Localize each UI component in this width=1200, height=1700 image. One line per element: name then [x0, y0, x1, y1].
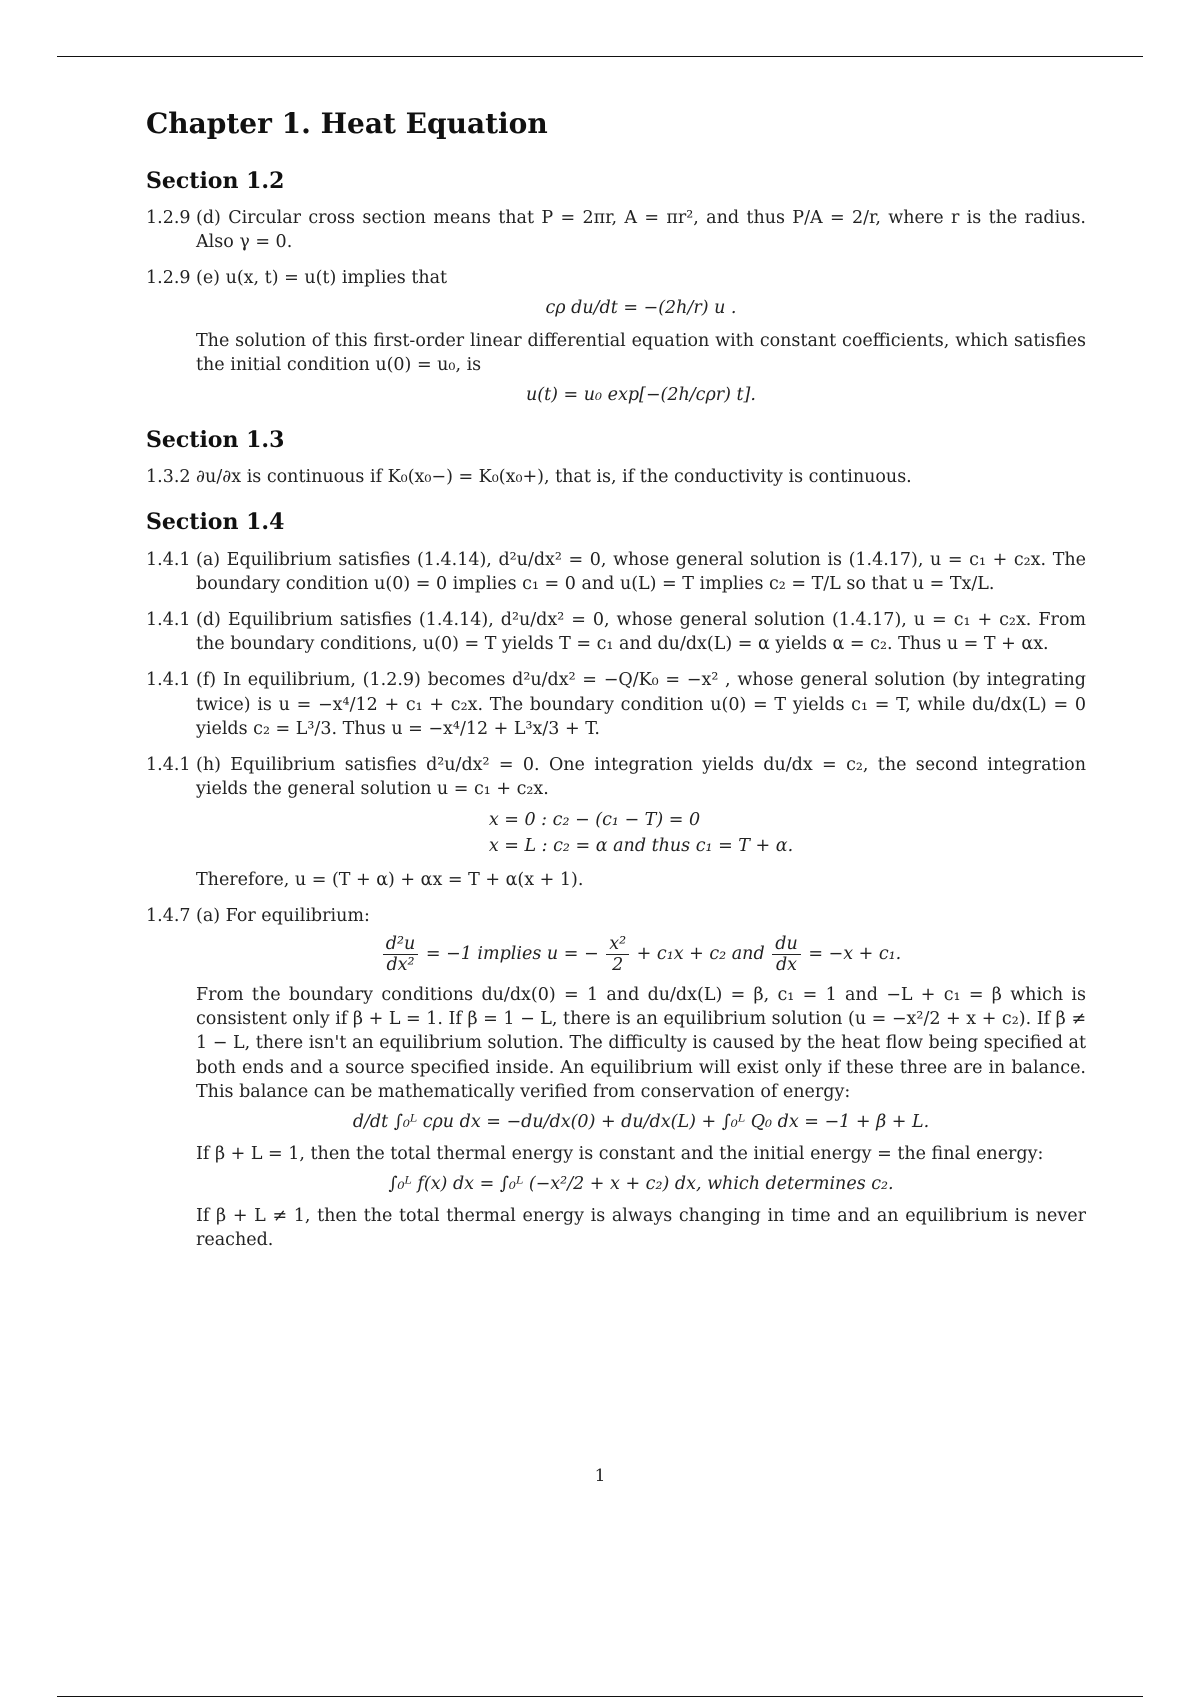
problem-text: (d) Equilibrium satisfies (1.4.14), d²u/dx² = 0, whose general solution (1.4.17), u = c₁ + c₂x. From the boundary conditions, u(0) = T yields T = c₁ and du/dx(L) = α yields α = c₂. Thus u = T + αx.	[196, 610, 1086, 655]
problem-label: 1.2.9	[146, 207, 191, 228]
section-title: Section 1.4	[146, 509, 285, 536]
section-1-3	[146, 425, 1086, 490]
paragraph: Therefore, u = (T + α) + αx = T + α(x + 1).	[196, 869, 584, 890]
problem-1-4-7-a	[146, 904, 1086, 1253]
problem-text: (h) Equilibrium satisfies d²u/dx² = 0. One integration yields du/dx = c₂, the second integration yields the general solution u = c₁ + c₂x.	[196, 754, 1086, 799]
problem-label: 1.4.1	[146, 549, 191, 570]
section-1-2	[146, 166, 1086, 407]
problem-text: (a) Equilibrium satisfies (1.4.14), d²u/dx² = 0, whose general solution is (1.4.17), u = c₁ + c₂x. The boundary condition u(0) = 0 implies c₁ = 0 and u(L) = T implies c₂ = T/L so that u = Tx/L.	[196, 549, 1086, 594]
problem-label: 1.4.7	[146, 905, 191, 926]
equation: ∫₀ᴸ f(x) dx = ∫₀ᴸ (−x²/2 + x + c₂) dx, which determines c₂.	[388, 1174, 894, 1195]
equation: d/dt ∫₀ᴸ cρu dx = −du/dx(0) + du/dx(L) + ∫₀ᴸ Q₀ dx = −1 + β + L.	[352, 1111, 930, 1132]
problem-text: (a) For equilibrium:	[196, 905, 370, 926]
problem-1-2-9-e	[146, 266, 1086, 407]
problem-1-4-1-f	[146, 668, 1086, 740]
problem-1-4-1-d	[146, 608, 1086, 656]
equation: $\frac{\text{d²u}}{\text{dx²}}$ = −1 implies u = − $\frac{\text{x²}}{2}$ + c₁x + c₂ and $\frac{du}{dx}$ = −x + c₁.	[196, 934, 1086, 975]
bottom-rule	[57, 1696, 1143, 1697]
fraction: $\frac{\text{x²}}{2}$	[606, 934, 629, 975]
problem-text: (e) u(x, t) = u(t) implies that	[196, 268, 448, 289]
problem-label: 1.3.2	[146, 467, 191, 488]
fraction: $\frac{du}{dx}$	[772, 934, 800, 975]
case-line: x = 0 : c₂ − (c₁ − T) = 0	[488, 810, 701, 831]
problem-text: (d) Circular cross section means that P = 2πr, A = πr², and thus P/A = 2/r, where r is the radius. Also γ = 0.	[196, 207, 1086, 253]
problem-label: 1.4.1	[146, 670, 191, 691]
section-1-4	[146, 507, 1086, 1252]
section-title: Section 1.3	[146, 426, 285, 453]
problem-1-3-2	[146, 465, 1086, 489]
problem-label: 1.4.1	[146, 754, 191, 775]
case-line: x = L : c₂ = α and thus c₁ = T + α.	[488, 836, 794, 857]
document-page	[146, 105, 1086, 1265]
equation-cases	[196, 807, 1086, 860]
problem-text: ∂u/∂x is continuous if K₀(x₀−) = K₀(x₀+), that is, if the conductivity is continuous.	[196, 467, 912, 488]
problem-1-2-9-d	[146, 206, 1086, 254]
problem-label: 1.4.1	[146, 610, 191, 631]
equation: cρ du/dt = −(2h/r) u .	[545, 298, 737, 319]
paragraph: If β + L = 1, then the total thermal energy is constant and the initial energy = the final energy:	[196, 1143, 1044, 1164]
paragraph: If β + L ≠ 1, then the total thermal energy is always changing in time and an equilibrium is never reached.	[196, 1206, 1086, 1251]
problem-1-4-1-h	[146, 753, 1086, 892]
paragraph: The solution of this first-order linear differential equation with constant coefficients, which satisfies the initial condition u(0) = u₀, is	[196, 330, 1086, 375]
fraction: $\frac{\text{d²u}}{\text{dx²}}$	[383, 934, 419, 975]
problem-text: (f) In equilibrium, (1.2.9) becomes d²u/dx² = −Q/K₀ = −x² , whose general solution (by integrating twice) is u = −x⁴/12 + c₁ + c₂x. The boundary condition u(0) = T yields c₁ = T, while du/dx(L) = 0 yields c₂ = L³/3. Thus u = −x⁴/12 + L³x/3 + T.	[196, 670, 1086, 739]
problem-label: 1.2.9	[146, 268, 191, 289]
top-rule	[57, 56, 1143, 57]
chapter-title: Chapter 1. Heat Equation	[146, 107, 548, 140]
equation: u(t) = u₀ exp[−(2h/cρr) t].	[526, 384, 756, 405]
section-title: Section 1.2	[146, 167, 285, 194]
paragraph: From the boundary conditions du/dx(0) = 1 and du/dx(L) = β, c₁ = 1 and −L + c₁ = β which is consistent only if β + L = 1. If β = 1 − L, there is an equilibrium solution (u = −x²/2 + x + c₂). If β ≠ 1 − L, there isn't an equilibrium solution. The difficulty is caused by the heat flow being specified at both ends and a source specified inside. An equilibrium will exist only if these three are in balance. This balance can be mathematically verified from conservation of energy:	[196, 985, 1086, 1102]
problem-1-4-1-a	[146, 548, 1086, 596]
page-number: 1	[594, 1466, 606, 1486]
